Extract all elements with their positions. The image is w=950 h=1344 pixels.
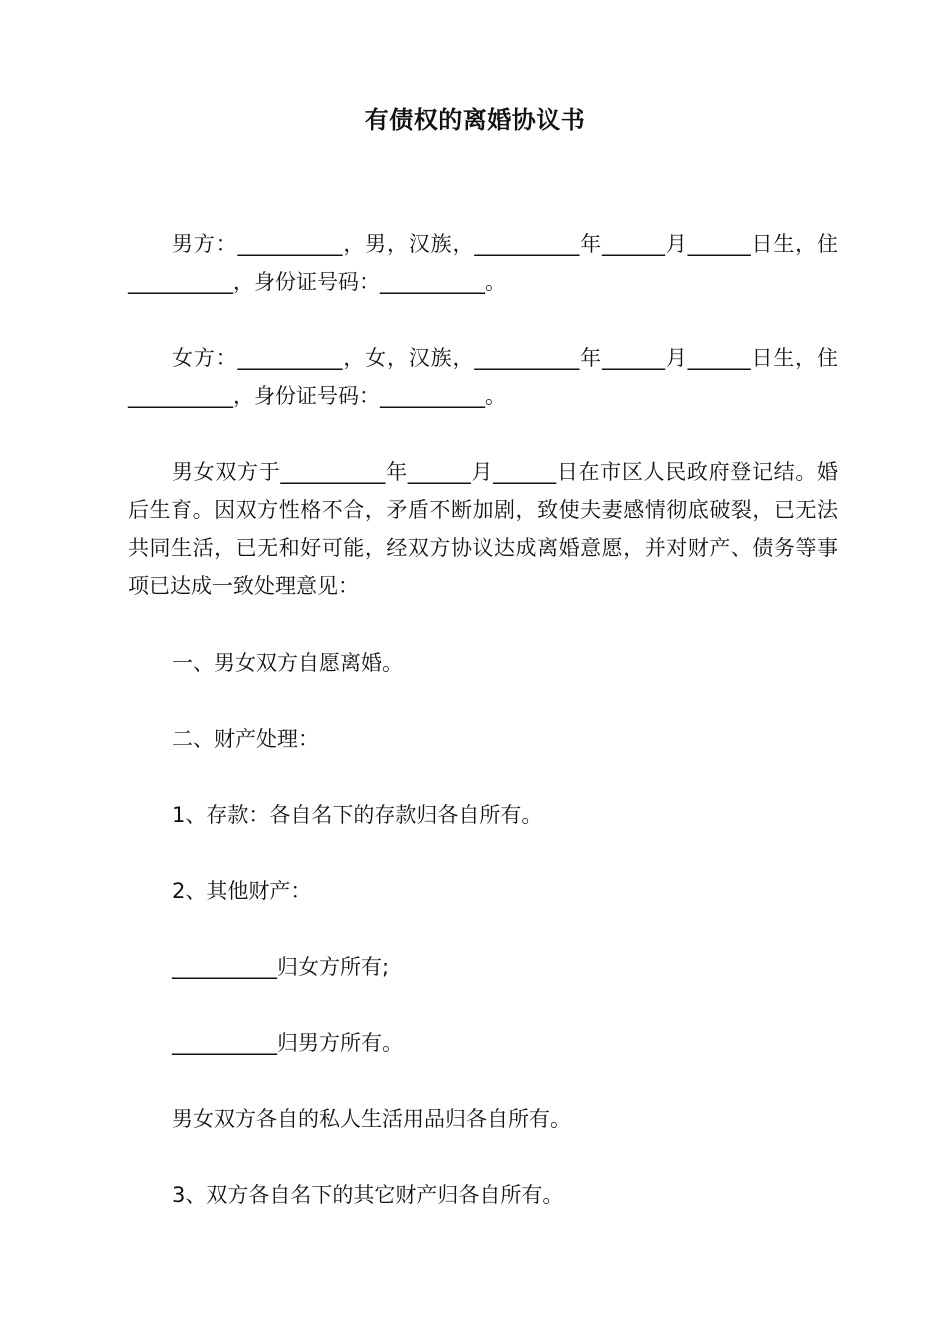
paragraph-marriage-background: 男女双方于__________年______月______日在市区人民政府登记结。婚后生育。因双方性格不合，矛盾不断加剧，致使夫妻感情彻底破裂，已无法共同生活，已无和好可能，经双方协议达成离婚意愿，并对财产、债务等事项已达成一致处理意见： <box>128 460 838 598</box>
clause-voluntary-divorce: 一、男女双方自愿离婚。 <box>172 651 403 675</box>
clause-property-heading: 二、财产处理： <box>172 727 319 751</box>
clause-property-to-husband: __________归男方所有。 <box>172 1031 403 1055</box>
document-title: 有债权的离婚协议书 <box>364 106 586 134</box>
clause-personal-items: 男女双方各自的私人生活用品归各自所有。 <box>172 1107 571 1131</box>
clause-other-named-property: 3、双方各自名下的其它财产归各自所有。 <box>172 1183 564 1207</box>
clause-property-to-wife: __________归女方所有; <box>172 955 390 979</box>
clause-deposits: 1、存款：各自名下的存款归各自所有。 <box>172 803 543 827</box>
paragraph-husband-info: 男方：__________，男，汉族，__________年______月______日生，住__________，身份证号码：__________。 <box>128 232 838 294</box>
clause-other-property: 2、其他财产： <box>172 879 312 903</box>
paragraph-wife-info: 女方：__________，女，汉族，__________年______月______日生，住__________，身份证号码：__________。 <box>128 346 838 408</box>
